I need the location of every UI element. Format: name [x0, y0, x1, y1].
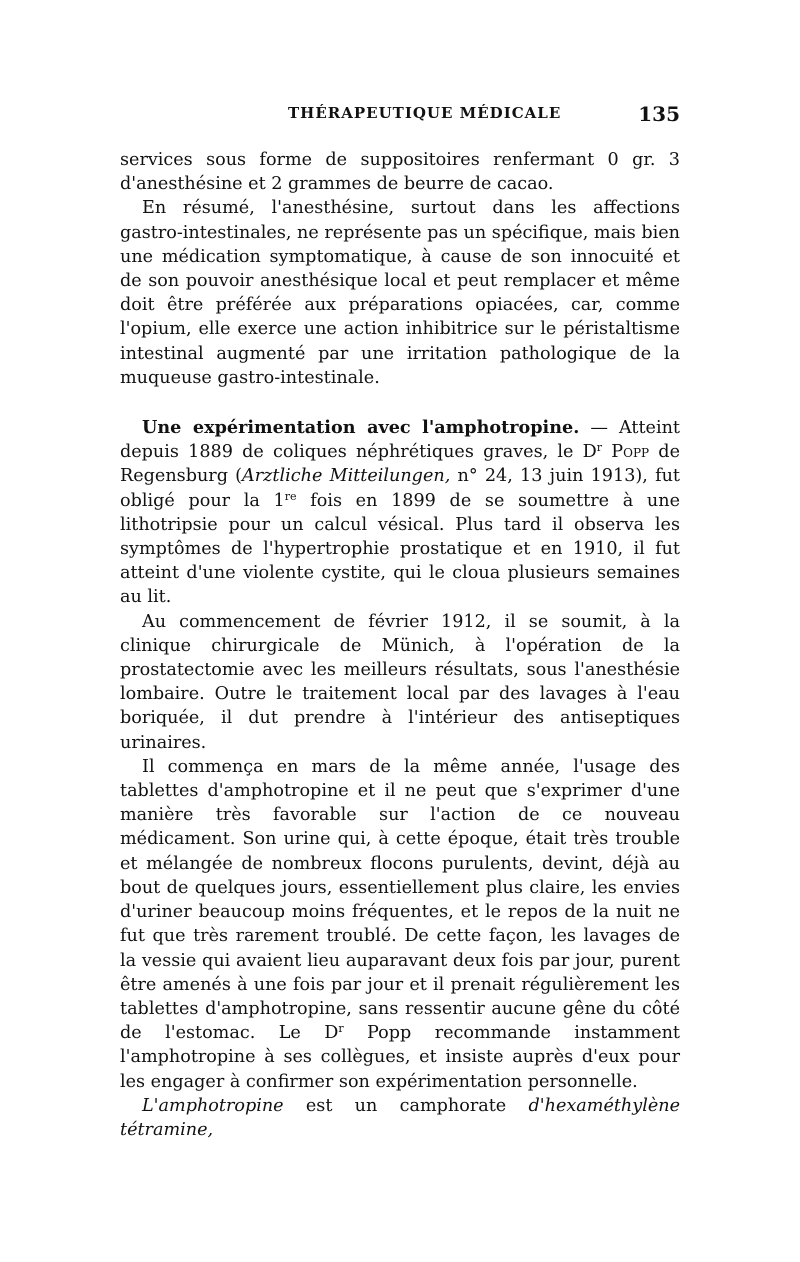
section-title: Une expérimentation avec l'amphotropine. — [142, 417, 580, 439]
author-name: Popp — [611, 442, 650, 463]
paragraph-amphotropine-usage — [120, 755, 680, 1094]
superscript: r — [338, 1022, 344, 1036]
superscript: r — [596, 441, 603, 455]
paragraph-resume: En résumé, l'anesthésine, surtout dans les affections gastro-intestinales, ne représente pas un spécifique, mais bien une médication symptomatique, à cause de son innocuité et de son pouvoir anesthésique local et peut remplacer et même doit être préférée aux préparations opiacées, car, comme l'opium, elle exerce une action inhibitrice sur le péristaltisme intestinal augmenté par une irritation pathologique de la muqueuse gastro-intestinale. — [120, 198, 680, 388]
superscript: re — [284, 489, 297, 503]
running-title: THÉRAPEUTIQUE MÉDICALE — [288, 104, 562, 122]
paragraph-experimentation — [120, 416, 680, 610]
text-segment: fois en 1899 de se soumettre à une lithotripsie pour un calcul vésical. Plus tard il observa les symptômes de l'hypertrophie prostatique et en 1910, il fut atteint d'une violente cystite, qui le cloua plusieurs semaines au lit. — [120, 490, 680, 608]
text-segment: Il commença en mars de la même année, l'usage des tablettes d'amphotropine et il ne peut que s'exprimer d'une manière très favorable sur l'action de ce nouveau médicament. Son urine qui, à cette époque, était très trouble et mélangée de nombreux flocons purulents, devint, déjà au bout de quelques jours, essentiellement plus claire, les envies d'uriner beaucoup moins fréquentes, et le repos de la nuit ne fut que très rarement troublé. De cette façon, les lavages de la vessie qui avaient lieu auparavant deux fois par jour, purent être amenés à une fois par jour et il prenait régulièrement les tablettes d'amphotropine, sans ressentir aucune gêne du côté de l'estomac. Le D — [120, 756, 680, 1044]
text-segment: n° 24, 13 juin 1913), fut obligé pour la 1 — [120, 466, 680, 511]
paragraph-munich: Au commencement de février 1912, il se soumit, à la clinique chirurgicale de Münich, à l'opération de la prostatectomie avec les meilleurs résultats, sous l'anesthésie lombaire. Outre le traitement local par des lavages à l'eau boriquée, il dut prendre à l'intérieur des antiseptiques urinaires. — [120, 611, 680, 753]
text-segment: de Regensburg ( — [120, 442, 680, 487]
italic-term: L'amphotropine — [142, 1095, 284, 1116]
page-header — [120, 104, 680, 134]
page-number: 135 — [638, 102, 680, 126]
paragraph-suppositoires: services sous forme de suppositoires renfermant 0 gr. 3 d'anesthésine et 2 grammes de beurre de cacao. — [120, 150, 680, 195]
text-segment: Popp recommande instamment l'amphotropine à ses collègues, et insiste auprès d'eux pour les engager à confirmer son expérimentation personnelle. — [120, 1023, 681, 1092]
body-text — [120, 148, 680, 1142]
paragraph-camphorate — [120, 1094, 680, 1142]
italic-term: d'hexaméthylène tétramine, — [120, 1095, 680, 1140]
text-segment: est un camphorate — [283, 1095, 529, 1116]
text-segment: — Atteint depuis 1889 de coliques néphrétiques graves, le D — [120, 418, 680, 463]
journal-title: Arztliche Mitteilungen, — [242, 466, 451, 487]
